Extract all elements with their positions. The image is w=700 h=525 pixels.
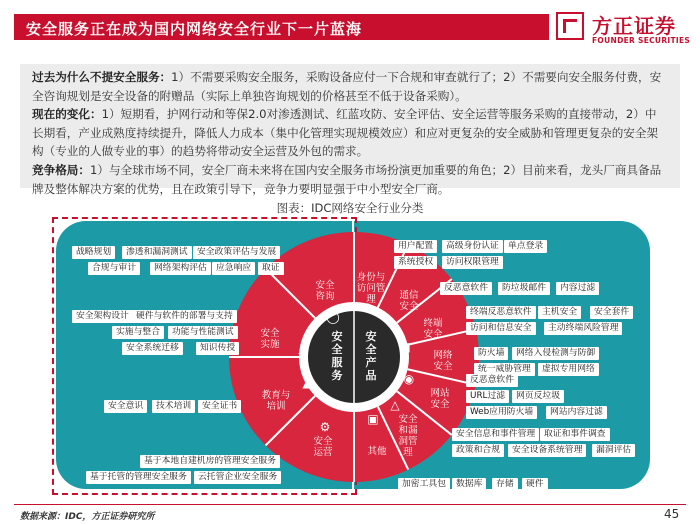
data-source: 数据来源：IDC，方正证券研究所 [20,512,155,522]
tag-web-antispam: 网页反垃圾 [512,390,564,403]
tag-storage: 存储 [492,478,518,491]
logo-text-cn: 方正证券 [592,14,676,38]
tag-siem: 安全信息和事件管理 [452,428,539,441]
footer-rule [14,504,686,505]
tag-info-security: 访问和信息安全 [466,322,536,335]
tag-security-suite: 安全套件 [590,306,633,319]
tag-compliance: 合规与审计 [88,262,140,275]
segment-vuln: 安全和漏洞管理 [398,414,418,458]
page-title: 安全服务正在成为国内网络安全行业下一片蓝海 [26,20,363,38]
lock-icon: ▣ [367,412,379,426]
tag-cloud-mss: 云托管企业安全服务 [194,471,281,484]
tag-integration: 实施与整合 [112,326,164,339]
tag-policy-compliance: 政策和合规 [452,444,504,457]
tag-arch-eval: 网络架构评估 [150,262,211,275]
tag-access-mgmt: 访问权限管理 [442,256,503,269]
segment-network: 网络安全 [433,350,453,372]
segment-identity: 身份与访问管理 [356,272,386,305]
tag-strategy: 战略规划 [72,246,115,259]
tag-arch-design: 安全架构设计 [72,310,133,323]
segment-consulting: 安全咨询 [315,280,335,302]
tag-web-antimalware: 反恶意软件 [466,374,518,387]
tag-policy: 安全政策评估与发展 [193,246,280,259]
tag-incident: 应急响应 [212,262,255,275]
puzzle-icon: ◆ [298,346,308,360]
tag-cert: 安全证书 [198,400,241,413]
tag-endpoint-risk: 主动终端风险管理 [544,322,622,335]
tag-authorization: 系统授权 [394,256,437,269]
tag-firewall: 防火墙 [474,347,508,360]
tag-ids-ips: 网络入侵检测与防御 [512,347,599,360]
segment-web: 网站安全 [430,388,450,410]
person-icon: ● [361,300,373,314]
tag-antimalware: 反恶意软件 [440,282,492,295]
segment-other: 其他 [367,446,387,457]
server-icon: ■ [399,340,411,354]
tag-database: 数据库 [452,478,486,491]
tag-vpn: 虚拟专用网络 [538,363,599,376]
tag-hosted-mss: 基于托管的管理安全服务 [86,471,191,484]
tag-tech-training: 技术培训 [152,400,195,413]
tag-migration: 安全系统迁移 [122,342,183,355]
tag-deploy: 硬件与软件的部署与支持 [132,310,237,323]
tag-vuln-assess: 漏洞评估 [592,444,635,457]
tag-hardware: 硬件 [522,478,548,491]
graduation-icon: ▲ [302,376,312,390]
tag-device-mgmt: 安全设备系统管理 [508,444,586,457]
tag-sso: 单点登录 [504,240,547,253]
center-services-label: 安全服务 [331,330,343,382]
segment-comms: 通信安全 [399,290,419,312]
signal-icon: ↯ [385,318,397,332]
tag-crypto-kit: 加密工具包 [398,478,450,491]
alert-icon: △ [390,398,400,412]
settings-icon: ⚙ [319,420,331,434]
tag-testing: 功能与性能测试 [168,326,238,339]
segment-operation: 安全运营 [313,436,333,458]
tag-utm: 统一威胁管理 [474,363,535,376]
tag-url-filter: URL过滤 [466,390,509,403]
intro-paragraph-past: 过去为什么不提安全服务：1）不需要采购安全服务，采购设备应付一下合规和审查就行了；2）不需要向安全服务付费，安全咨询规划是安全设备的附赠品（实际上单独咨询规划的价格甚至不低于设备采购）。 [32,70,662,103]
intro-paragraph-competition: 竞争格局：1）与全球市场不同，安全厂商未来将在国内安全服务市场扮演更加重要的角色；2）目前来看，龙头厂商具备品牌及整体解决方案的优势，且在政策引导下，竞争力要明显强于中小型安全厂商。 [32,162,662,196]
tag-web-content: 网站内容过滤 [546,406,607,419]
segment-training: 教育与培训 [261,390,291,412]
lightbulb-icon: ◯ [326,310,340,324]
tag-pentest: 渗透和漏洞测试 [122,246,192,259]
tag-content-filter: 内容过滤 [556,282,599,295]
tag-endpoint-am: 终端反恶意软件 [466,306,536,319]
tag-awareness: 安全意识 [104,400,147,413]
intro-paragraph-now: 现在的变化：1）短期看，护网行动和等保2.0对渗透测试、红蓝攻防、安全评估、安全运营等服务采购的直接带动，2）中长期看，产业成熟度持续提升，降低人力成本（集中化管理实现规模效应）和应对更复杂的安全威胁和管理更复杂的安全架构（专业的人做专业的事）的趋势将带动安全运营及外包的需求。 [32,107,659,159]
tag-forensic-invest: 取证和事件调查 [540,428,610,441]
tag-waf: Web应用防火墙 [466,406,537,419]
page-number: 45 [664,507,680,521]
tag-forensics: 取证 [258,262,284,275]
browser-icon: ◉ [403,372,415,386]
logo-text-en: FOUNDER SECURITIES [592,36,691,45]
tag-antispam: 防垃圾邮件 [498,282,550,295]
center-products-label: 安全产品 [365,330,377,382]
tag-user-provision: 用户配置 [394,240,437,253]
tag-knowledge: 知识传授 [196,342,239,355]
figure-caption: 图表：IDC网络安全行业分类 [276,201,424,215]
segment-implementation: 安全实施 [260,328,280,350]
tag-local-mss: 基于本地自建机房的管理安全服务 [140,455,280,468]
tag-host-security: 主机安全 [538,306,581,319]
segment-endpoint: 终端安全 [423,318,443,340]
tag-adv-auth: 高级身份认证 [442,240,503,253]
